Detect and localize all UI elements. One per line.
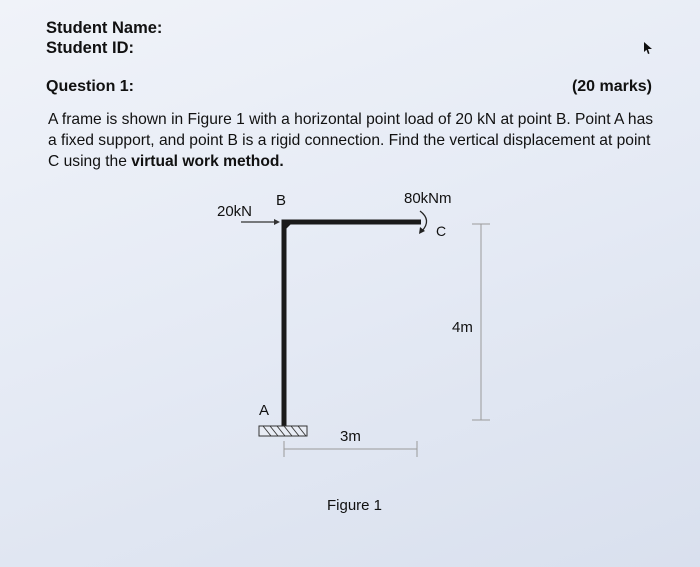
student-name-label: Student Name: (46, 19, 163, 37)
question-title: Question 1: (46, 78, 135, 95)
moment-label: 80kNm (404, 190, 452, 207)
frame-member-beam (284, 222, 421, 426)
figure-caption: Figure 1 (327, 497, 383, 514)
point-c-label: C (436, 223, 447, 239)
fixed-support-icon (259, 426, 307, 436)
point-a-label: A (259, 402, 270, 419)
height-dimension-line (472, 224, 490, 420)
height-dimension-label: 4m (452, 319, 473, 336)
width-dimension-label: 3m (340, 428, 361, 445)
point-b-label: B (276, 192, 287, 209)
question-text-method: virtual work method. (131, 153, 284, 170)
question-text-main: A frame is shown in Figure 1 with a horizontal point load of 20 kN at point B. Point A has a fixed support, and point B is a rigid connection. Find the vertical displacement at point C using the (48, 111, 654, 170)
load-label: 20kN (217, 203, 253, 220)
student-id-label: Student ID: (46, 39, 134, 57)
question-marks: (20 marks) (571, 78, 652, 95)
